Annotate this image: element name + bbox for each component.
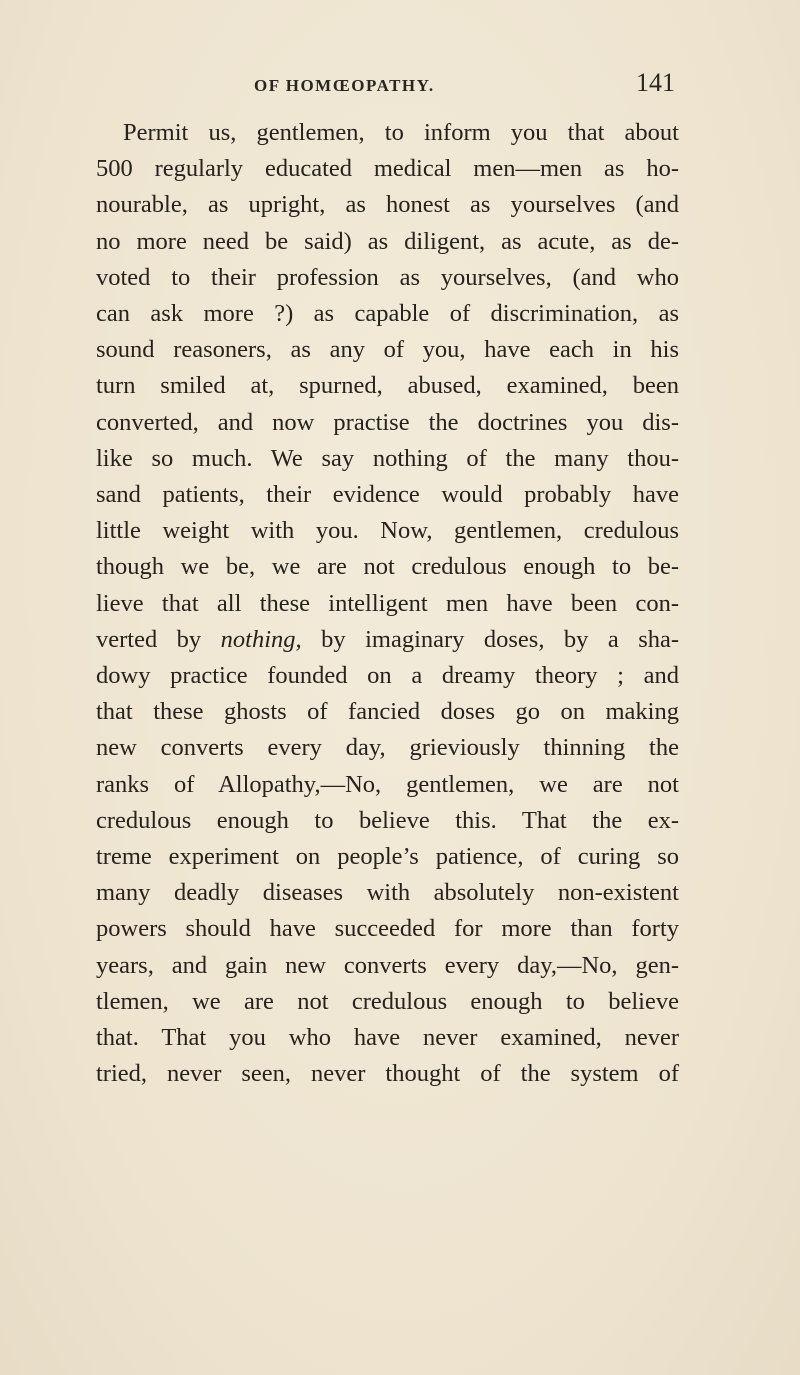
text-line: dowy practice founded on a dreamy theory ; and: [96, 662, 679, 690]
text-line: tried, never seen, never thought of the system of: [96, 1060, 679, 1088]
text-segment: verted by: [96, 625, 202, 653]
text-line: like so much. We say nothing of the many thou-: [96, 444, 679, 472]
running-head: [96, 62, 679, 102]
text-line: nourable, as upright, as honest as yourselves (and: [96, 191, 679, 219]
text-line: sound reasoners, as any of you, have each in his: [96, 336, 679, 364]
text-line: no more need be said) as diligent, as acute, as de-: [96, 227, 679, 255]
page-number: 141: [636, 68, 675, 97]
text-line: years, and gain new converts every day,—No, gen-: [96, 951, 679, 979]
text-line: little weight with you. Now, gentlemen, credulous: [96, 517, 679, 545]
text-segment: by imaginary doses, by a sha-: [321, 625, 680, 653]
text-line: that. That you who have never examined, never: [96, 1024, 679, 1052]
text-line-mixed: [96, 622, 679, 658]
text-line: powers should have succeeded for more than forty: [96, 915, 679, 943]
text-line: converted, and now practise the doctrines you dis-: [96, 408, 679, 436]
text-line: voted to their profession as yourselves, (and who: [96, 263, 679, 291]
text-line: 500 regularly educated medical men—men as ho-: [96, 155, 679, 183]
text-line: many deadly diseases with absolutely non-existent: [96, 879, 679, 907]
text-line: ranks of Allopathy,—No, gentlemen, we are not: [96, 770, 679, 798]
text-line: Permit us, gentlemen, to inform you that about: [123, 119, 679, 146]
italic-emphasis: nothing,: [220, 625, 302, 653]
text-line: treme experiment on people’s patience, of curing so: [96, 843, 679, 871]
text-line: that these ghosts of fancied doses go on making: [96, 698, 679, 726]
text-line: credulous enough to believe this. That the ex-: [96, 806, 679, 834]
text-line: can ask more ?) as capable of discrimination, as: [96, 300, 679, 328]
body-paragraph: [96, 115, 679, 1092]
text-line: turn smiled at, spurned, abused, examined, been: [96, 372, 679, 400]
text-line: tlemen, we are not credulous enough to believe: [96, 987, 679, 1015]
running-head-title: OF HOMŒOPATHY.: [254, 76, 435, 95]
text-line: sand patients, their evidence would probably have: [96, 481, 679, 509]
text-line: lieve that all these intelligent men have been con-: [96, 589, 679, 617]
text-line: new converts every day, grieviously thinning the: [96, 734, 679, 762]
text-line: though we be, we are not credulous enough to be-: [96, 553, 679, 581]
